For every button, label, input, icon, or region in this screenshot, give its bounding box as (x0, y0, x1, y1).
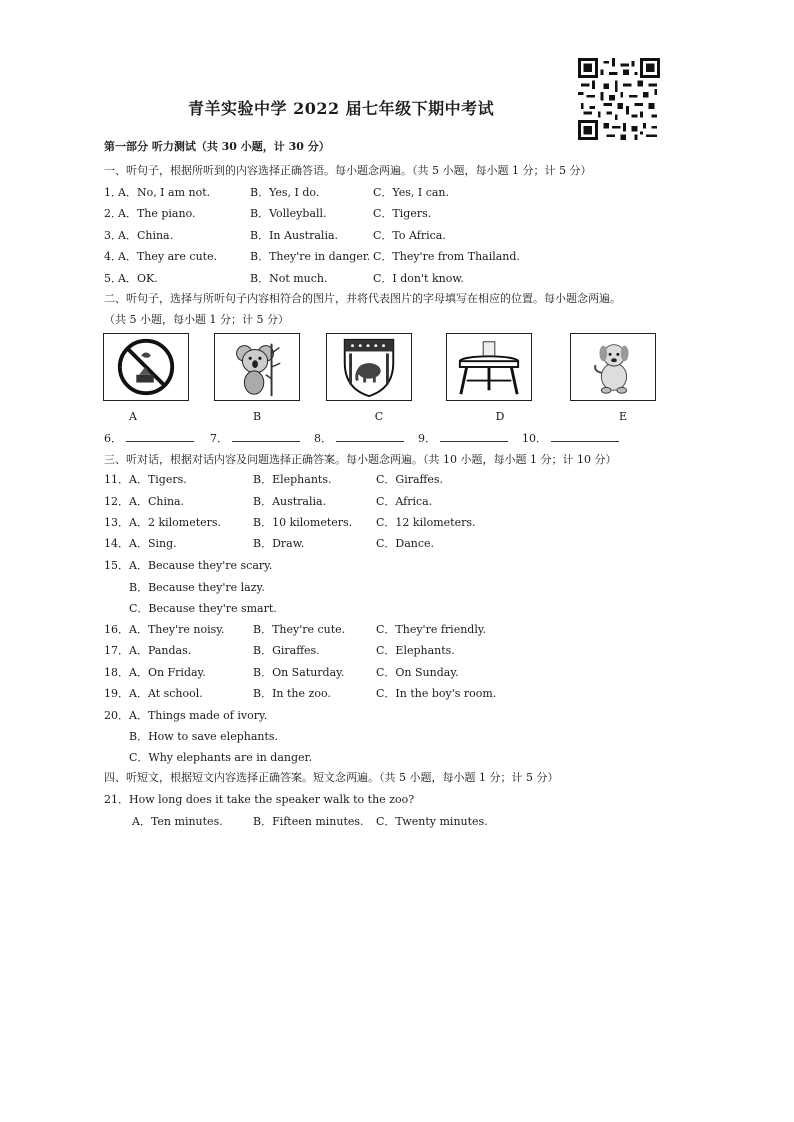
picture-c (326, 333, 412, 401)
option-c[interactable]: C．To Africa. (373, 229, 446, 242)
q15-option-a[interactable]: A．Because they're scary. (129, 559, 273, 572)
no-tree-sign-icon (104, 334, 188, 400)
option-a[interactable]: A．Sing. (129, 537, 177, 550)
question-number: 4． (104, 250, 122, 263)
option-b[interactable]: B．They're in danger. (250, 250, 371, 263)
table-cup-icon (447, 334, 531, 400)
blank-number: 6． (104, 432, 122, 445)
answer-blank-10[interactable] (522, 430, 619, 446)
picture-b (214, 333, 300, 401)
option-b[interactable]: B．Draw. (253, 537, 305, 550)
picture-label-b: B (252, 410, 262, 423)
blank-number: 7． (210, 432, 228, 445)
option-c[interactable]: C．They're friendly. (376, 623, 487, 636)
option-b[interactable]: B．In the zoo. (253, 687, 331, 700)
picture-label-e: E (618, 410, 628, 423)
blank-line (551, 431, 619, 442)
section2-instruction: 二、听句子，选择与所听句子内容相符合的图片，并将代表图片的字母填写在相应的位置。每小题念两遍。 (104, 292, 621, 305)
option-a[interactable]: A．OK. (118, 272, 158, 285)
question-number: 17． (104, 644, 129, 657)
picture-a (103, 333, 189, 401)
question-number: 13． (104, 516, 129, 529)
picture-label-d: D (495, 410, 505, 423)
option-b[interactable]: B．Volleyball. (250, 207, 327, 220)
option-c[interactable]: C．Yes, I can. (373, 186, 450, 199)
question-number: 20． (104, 709, 129, 722)
option-c[interactable]: C．Africa. (376, 495, 433, 508)
q20-option-c[interactable]: C．Why elephants are in danger. (129, 751, 313, 764)
shield-elephant-icon (327, 334, 411, 400)
section2-instruction-2: （共 5 小题，每小题 1 分；计 5 分） (104, 313, 289, 326)
blank-line (126, 431, 194, 442)
option-c[interactable]: C．I don't know. (373, 272, 464, 285)
answer-blank-9[interactable] (418, 430, 508, 446)
qr-code-icon (578, 58, 660, 140)
option-b[interactable]: B．Australia. (253, 495, 327, 508)
option-a[interactable]: A．2 kilometers. (129, 516, 222, 529)
option-b[interactable]: B．Giraffes. (253, 644, 320, 657)
option-a[interactable]: A．Tigers. (129, 473, 187, 486)
dog-icon (571, 334, 655, 400)
option-b[interactable]: B．They're cute. (253, 623, 346, 636)
option-c[interactable]: C．Tigers. (373, 207, 432, 220)
option-b[interactable]: B．Not much. (250, 272, 328, 285)
koala-icon (215, 334, 299, 400)
question-number: 14． (104, 537, 129, 550)
question-number: 16． (104, 623, 129, 636)
section4-instruction: 四、听短文，根据短文内容选择正确答案。短文念两遍。（共 5 小题，每小题 1 分；计 5 分） (104, 771, 559, 784)
question-number: 19． (104, 687, 129, 700)
question-number: 3． (104, 229, 122, 242)
option-c[interactable]: C．They're from Thailand. (373, 250, 520, 263)
blank-number: 9． (418, 432, 436, 445)
option-c[interactable]: C．In the boy's room. (376, 687, 497, 700)
q21-number: 21． (104, 793, 129, 806)
picture-e (570, 333, 656, 401)
option-c[interactable]: C．Giraffes. (376, 473, 444, 486)
section3-instruction: 三、听对话，根据对话内容及问题选择正确答案。每小题念两遍。（共 10 小题，每小题 1 分；计 10 分） (104, 453, 617, 466)
option-b[interactable]: B．In Australia. (250, 229, 339, 242)
part1-heading: 第一部分 听力测试（共 30 小题，计 30 分） (104, 140, 330, 153)
option-b[interactable]: B．Yes, I do. (250, 186, 320, 199)
picture-label-a: A (129, 410, 137, 423)
option-a[interactable]: A．They are cute. (118, 250, 218, 263)
q21-stem (104, 791, 414, 807)
page-title: 青羊实验中学 2022 届七年级下期中考试 (188, 99, 495, 118)
blank-line (232, 431, 300, 442)
option-a[interactable]: A．On Friday. (129, 666, 206, 679)
option-b[interactable]: B．Elephants. (253, 473, 332, 486)
option-a[interactable]: A．No, I am not. (118, 186, 211, 199)
blank-number: 10． (522, 432, 547, 445)
q20-option-a[interactable]: A．Things made of ivory. (129, 709, 268, 722)
option-a[interactable]: A．China. (118, 229, 174, 242)
question-number: 2． (104, 207, 122, 220)
q15-option-c[interactable]: C．Because they're smart. (129, 602, 277, 615)
question-number: 11． (104, 473, 129, 486)
option-b[interactable]: B．On Saturday. (253, 666, 345, 679)
option-a[interactable]: A．The piano. (118, 207, 196, 220)
q15-option-b[interactable]: B．Because they're lazy. (129, 581, 265, 594)
answer-blank-6[interactable] (104, 430, 194, 446)
blank-line (440, 431, 508, 442)
option-a[interactable]: A．China. (129, 495, 185, 508)
blank-line (336, 431, 404, 442)
q21-text: How long does it take the speaker walk to the zoo? (129, 793, 415, 806)
option-c[interactable]: C．On Sunday. (376, 666, 459, 679)
blank-number: 8． (314, 432, 332, 445)
answer-blank-8[interactable] (314, 430, 404, 446)
option-a[interactable]: A．At school. (129, 687, 203, 700)
picture-d (446, 333, 532, 401)
option-b[interactable]: B．10 kilometers. (253, 516, 353, 529)
option-a[interactable]: A．They're noisy. (129, 623, 225, 636)
option-a[interactable]: A．Pandas. (129, 644, 192, 657)
question-number: 1． (104, 186, 122, 199)
answer-blank-7[interactable] (210, 430, 300, 446)
section1-instruction: 一、听句子，根据所听到的内容选择正确答语。每小题念两遍。（共 5 小题，每小题 1 分；计 5 分） (104, 164, 592, 177)
question-number: 12． (104, 495, 129, 508)
q21-option-a[interactable]: A．Ten minutes. (132, 815, 223, 828)
option-c[interactable]: C．Dance. (376, 537, 435, 550)
question-number: 15． (104, 559, 129, 572)
q21-option-c[interactable]: C．Twenty minutes. (376, 815, 488, 828)
question-number: 5． (104, 272, 122, 285)
q20-option-b[interactable]: B．How to save elephants. (129, 730, 279, 743)
picture-label-c: C (374, 410, 384, 423)
q21-option-b[interactable]: B．Fifteen minutes. (253, 815, 364, 828)
option-c[interactable]: C．12 kilometers. (376, 516, 476, 529)
option-c[interactable]: C．Elephants. (376, 644, 455, 657)
question-number: 18． (104, 666, 129, 679)
